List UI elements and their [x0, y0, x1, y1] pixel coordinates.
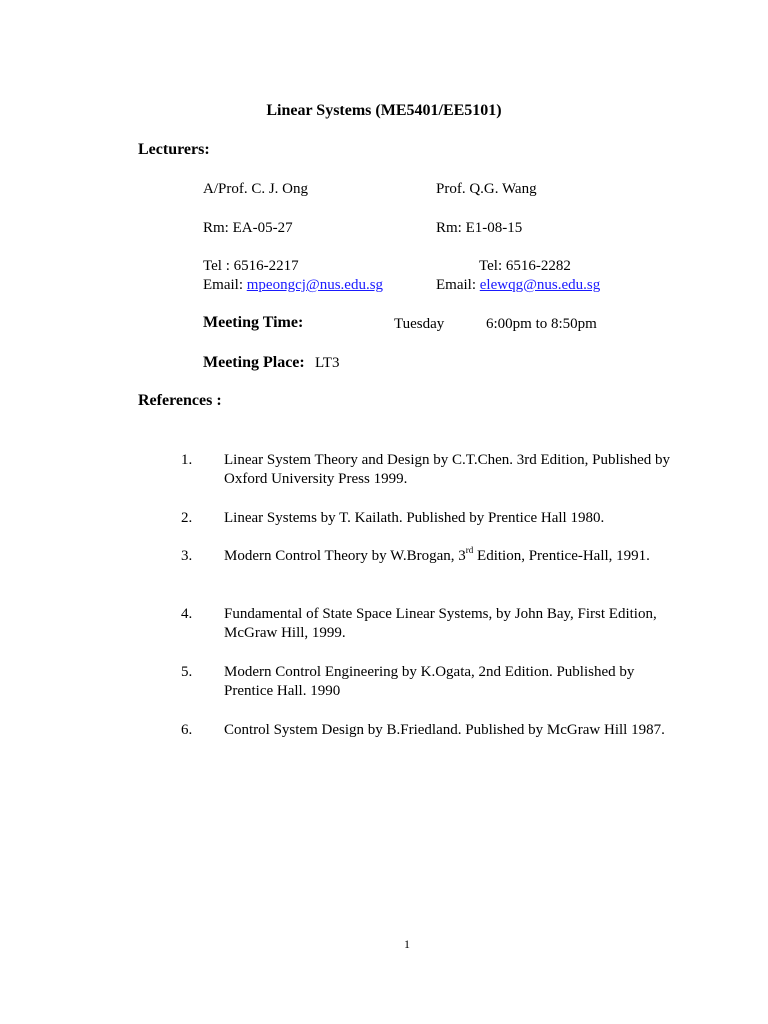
lecturer-1-email-label: Email: — [203, 277, 247, 293]
reference-2-text: Linear Systems by T. Kailath. Published by Prentice Hall 1980. — [224, 510, 605, 526]
reference-3-text-after: Edition, Prentice-Hall, 1991. — [473, 548, 650, 564]
lecturers-heading: Lecturers: — [138, 141, 210, 158]
lecturer-2-room: Rm: E1-08-15 — [436, 220, 523, 236]
reference-4-text: Fundamental of State Space Linear Systems, by John Bay, First Edition, McGraw Hill, 1999. — [224, 606, 657, 641]
lecturer-1-email-link[interactable]: mpeongcj@nus.edu.sg — [246, 277, 384, 293]
reference-2-number: 2. — [181, 510, 193, 526]
meeting-hours: 6:00pm to 8:50pm — [486, 316, 597, 332]
page-title: Linear Systems (ME5401/EE5101) — [266, 102, 502, 119]
reference-6-text: Control System Design by B.Friedland. Published by McGraw Hill 1987. — [224, 722, 665, 738]
lecturer-1-name: A/Prof. C. J. Ong — [203, 181, 309, 197]
reference-3-text — [224, 547, 684, 566]
references-heading: References : — [138, 392, 222, 409]
reference-5-number: 5. — [181, 664, 193, 680]
reference-3-number: 3. — [181, 548, 193, 564]
meeting-place-label: Meeting Place: — [203, 354, 305, 371]
reference-5-text: Modern Control Engineering by K.Ogata, 2nd Edition. Published by Prentice Hall. 1990 — [224, 664, 635, 699]
meeting-place-value: LT3 — [315, 355, 340, 371]
lecturer-2-email-link[interactable]: elewqg@nus.edu.sg — [479, 277, 601, 293]
meeting-time-label: Meeting Time: — [203, 314, 304, 331]
reference-1-number: 1. — [181, 452, 193, 468]
reference-3-text-before: Modern Control Theory by W.Brogan, 3 — [224, 548, 466, 564]
lecturer-2-tel: Tel: 6516-2282 — [479, 258, 571, 274]
lecturer-2-email-label: Email: — [436, 277, 480, 293]
meeting-day: Tuesday — [394, 316, 445, 332]
reference-1-text: Linear System Theory and Design by C.T.Chen. 3rd Edition, Published by Oxford University Press 1999. — [224, 452, 671, 487]
lecturer-1-tel: Tel : 6516-2217 — [203, 258, 299, 274]
lecturer-2-email-row — [436, 276, 600, 295]
lecturer-1-email-row — [203, 276, 383, 295]
lecturer-2-name: Prof. Q.G. Wang — [436, 181, 537, 197]
lecturer-1-room: Rm: EA-05-27 — [203, 220, 293, 236]
reference-3-superscript: rd — [465, 545, 474, 555]
reference-4-number: 4. — [181, 606, 193, 622]
page-number: 1 — [404, 937, 410, 951]
reference-6-number: 6. — [181, 722, 193, 738]
